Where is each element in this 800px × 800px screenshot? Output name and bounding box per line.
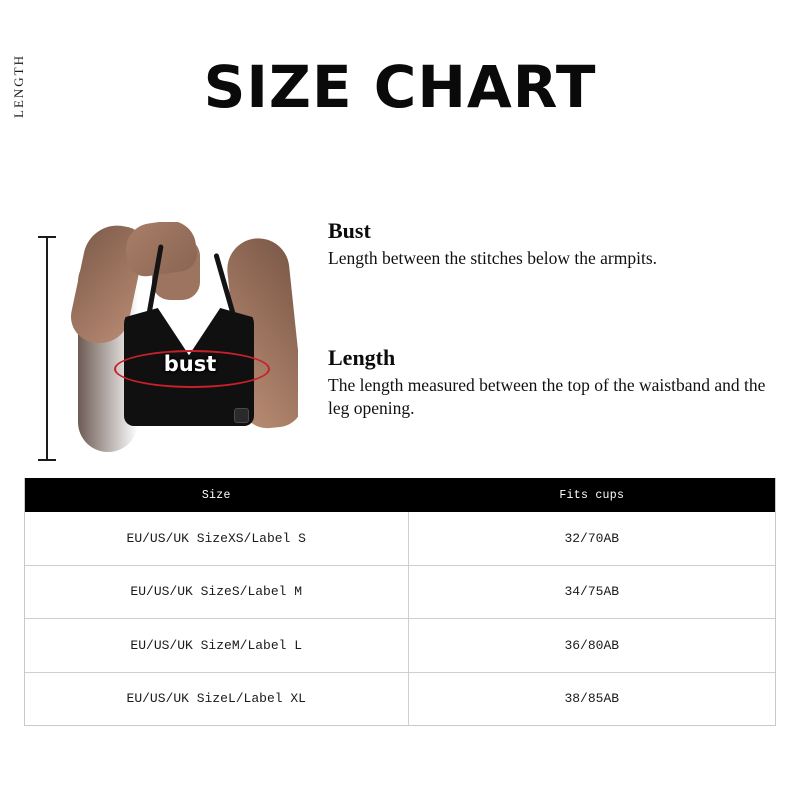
table-row: [25, 512, 775, 566]
cell-size: EU/US/UK SizeS/Label M: [130, 584, 303, 600]
definition-bust-description: Length between the stitches below the armpits.: [328, 248, 658, 268]
definition-length: [328, 345, 776, 419]
cell-cups: 32/70AB: [408, 512, 776, 565]
table-header-cups: Fits cups: [408, 478, 776, 512]
definition-bust: [328, 218, 776, 269]
table-row: [25, 619, 775, 673]
table-header-size: Size: [201, 488, 231, 502]
definitions: [328, 218, 776, 419]
definition-length-term: Length: [328, 345, 396, 371]
product-photo: [48, 222, 298, 467]
cell-cups: 36/80AB: [408, 619, 776, 672]
size-table: [24, 478, 776, 726]
table-header-row: [25, 478, 775, 512]
cell-cups: 34/75AB: [408, 566, 776, 619]
table-row: [25, 566, 775, 620]
page-title: SIZE CHART: [203, 53, 597, 121]
definition-length-description: The length measured between the top of the waistband and the leg opening.: [328, 375, 766, 418]
cell-size: EU/US/UK SizeM/Label L: [130, 637, 303, 653]
cell-cups: 38/85AB: [408, 673, 776, 726]
cell-size: EU/US/UK SizeL/Label XL: [126, 691, 306, 707]
bust-callout-label: bust: [163, 352, 217, 376]
length-axis-label: LENGTH: [11, 54, 26, 118]
cell-size: EU/US/UK SizeXS/Label S: [126, 530, 306, 546]
brand-logo-tag: [234, 408, 249, 423]
definition-bust-term: Bust: [328, 218, 371, 243]
table-row: [25, 673, 775, 726]
